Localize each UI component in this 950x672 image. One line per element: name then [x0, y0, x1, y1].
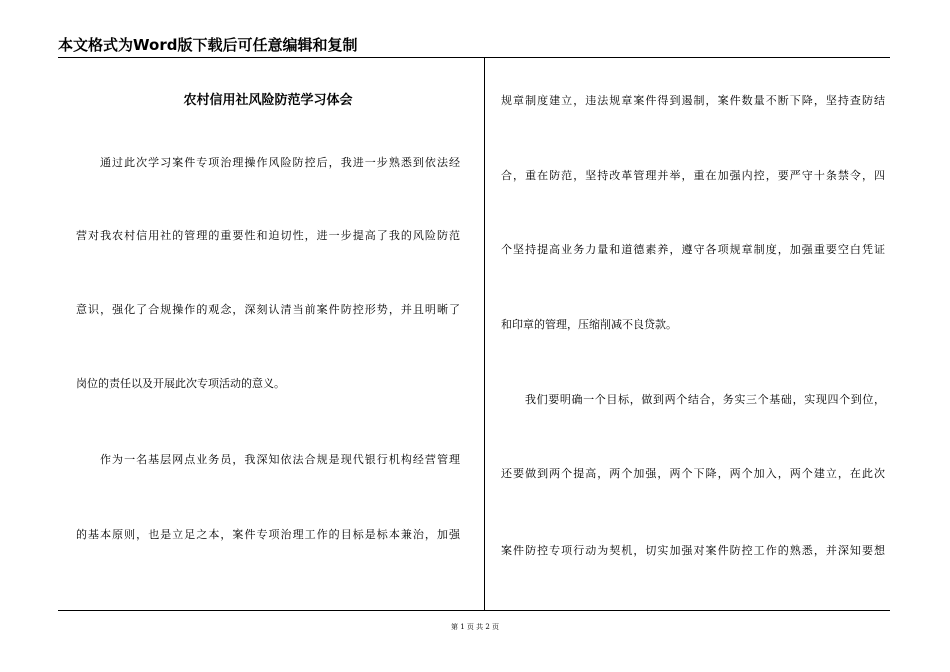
column-divider — [484, 57, 485, 610]
download-banner: 本文格式为Word版下载后可任意编辑和复制 — [58, 36, 358, 54]
paragraph-line: 个坚持提高业务力量和道德素养，遵守各项规章制度，加强重要空白凭证 — [501, 243, 885, 256]
paragraph-line: 的基本原则，也是立足之本，案件专项治理工作的目标是标本兼治，加强 — [76, 528, 460, 541]
paragraph-line: 营对我农村信用社的管理的重要性和迫切性，进一步提高了我的风险防范 — [76, 229, 460, 242]
paragraph-line: 合，重在防范，坚持改革管理并举，重在加强内控，要严守十条禁令，四 — [501, 169, 885, 182]
paragraph-line: 作为一名基层网点业务员，我深知依法合规是现代银行机构经营管理 — [100, 453, 460, 466]
paragraph-line: 岗位的责任以及开展此次专项活动的意义。 — [76, 377, 285, 390]
document-title: 农村信用社风险防范学习体会 — [183, 93, 353, 108]
paragraph-line: 还要做到两个提高，两个加强，两个下降，两个加入，两个建立，在此次 — [501, 467, 885, 480]
paragraph-line: 我们要明确一个目标，做到两个结合，务实三个基础，实现四个到位， — [525, 393, 885, 406]
page-number: 第 1 页 共 2 页 — [450, 623, 500, 631]
paragraph-line: 和印章的管理，压缩削减不良贷款。 — [501, 318, 677, 331]
paragraph-line: 意识，强化了合规操作的观念，深刻认清当前案件防控形势，并且明晰了 — [76, 303, 460, 316]
paragraph-line: 通过此次学习案件专项治理操作风险防控后，我进一步熟悉到依法经 — [100, 156, 460, 169]
header-rule — [58, 57, 890, 58]
paragraph-line: 规章制度建立，违法规章案件得到遏制，案件数量不断下降，坚持查防结 — [501, 94, 885, 107]
paragraph-line: 案件防控专项行动为契机，切实加强对案件防控工作的熟悉，并深知要想 — [501, 544, 885, 557]
footer-rule — [58, 610, 890, 611]
